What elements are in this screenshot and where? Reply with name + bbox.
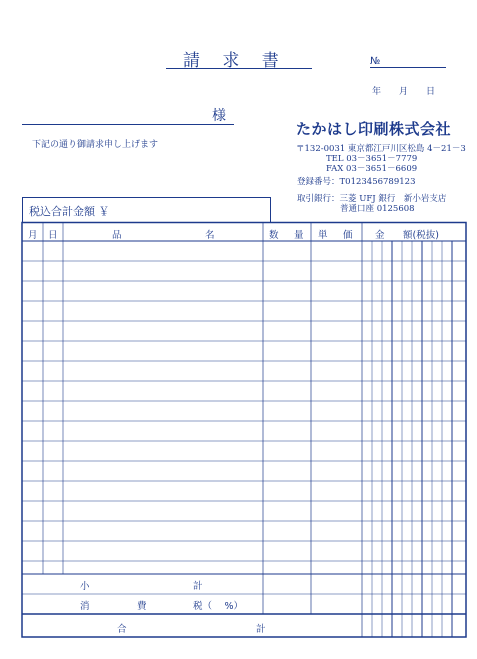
tax-label-2: 費 [137,601,147,612]
header-item-2: 名 [205,230,215,241]
header-item-1: 品 [112,230,122,241]
tax-label-3: 税（ %） [193,601,244,612]
header-price-2: 価 [343,230,353,241]
subtotal-label-2: 計 [193,581,203,592]
grand-total-label-1: 合 [117,624,127,635]
company-fax: FAX 03－3651－6609 [326,164,418,174]
header-qty-1: 数 [269,230,279,241]
header-amount-2: 額(税抜) [403,230,439,241]
header-month: 月 [28,230,38,241]
tax-label-1: 消 [80,601,90,612]
header-day: 日 [48,230,58,241]
document-title: 請 求 書 [183,51,279,71]
subtotal-label-1: 小 [80,581,90,592]
header-qty-2: 量 [294,230,304,241]
company-tel: TEL 03－3651－7779 [326,154,418,164]
company-name: たかはし印刷株式会社 [296,120,452,138]
grand-total-label-2: 計 [256,624,266,635]
request-text: 下記の通り御請求申し上げます [32,140,159,150]
bank-name: 取引銀行：三菱 UFJ 銀行 新小岩支店 [297,194,447,204]
header-amount-1: 金 [375,230,385,241]
total-amount-label: 税込合計金額 ￥ [29,205,110,218]
number-label: № [370,56,381,67]
bank-account: 普通口座 0125608 [340,204,415,214]
recipient-suffix: 様 [212,108,226,124]
date-field[interactable]: 年 月 日 [372,87,436,97]
header-price-1: 単 [318,230,328,241]
company-address: 〒132-0031 東京都江戸川区松島 4－21－3 [296,144,466,154]
registration-number: 登録番号：T0123456789123 [297,177,416,187]
